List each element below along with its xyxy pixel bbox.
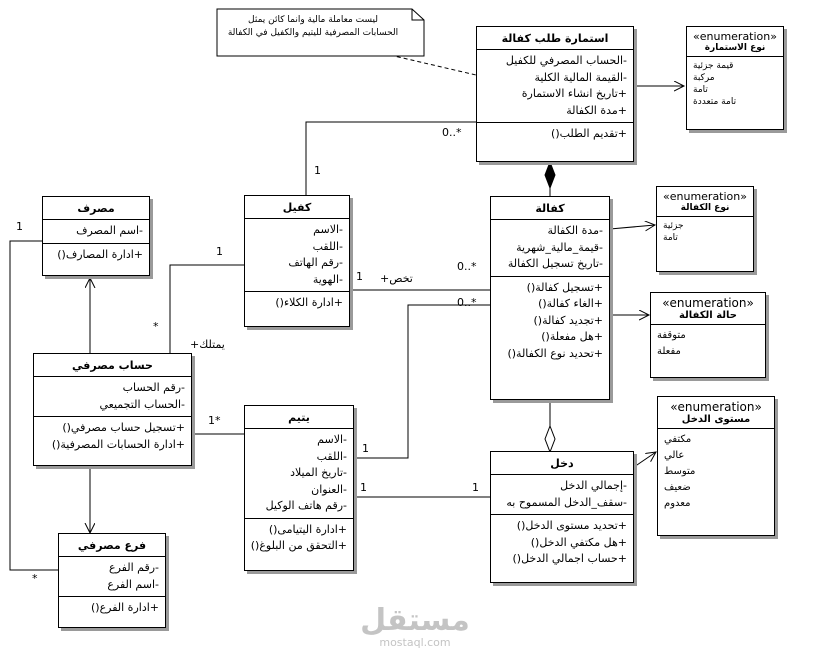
enum-value: متوسط — [664, 466, 696, 477]
attribute: -الاسم — [313, 223, 343, 236]
attribute: -اسم المصرف — [76, 224, 143, 237]
attribute: -اسم الفرع — [107, 577, 159, 591]
enum-stereotype: «enumeration» — [693, 30, 777, 43]
class-operations — [34, 416, 191, 456]
composition-diamond — [545, 162, 555, 188]
multiplicity-label: * — [153, 320, 159, 333]
class-operations — [491, 276, 609, 366]
enum-sponsorship-state[interactable] — [650, 292, 766, 378]
aggregation-diamond — [545, 426, 555, 452]
class-title: دخل — [491, 452, 633, 475]
note-line-2: الحسابات المصرفية لليتيم والكفيل في الكفالة — [227, 28, 399, 38]
enum-name: نوع الاستمارة — [687, 43, 783, 57]
enum-values — [657, 217, 753, 247]
enum-sponsorship-type[interactable] — [656, 186, 754, 272]
enum-stereotype: «enumeration» — [663, 190, 747, 203]
enum-value: تامة — [693, 85, 708, 95]
class-attributes — [491, 475, 633, 514]
multiplicity-label: 1 — [360, 481, 367, 494]
enum-stereotype: «enumeration» — [662, 296, 754, 310]
enum-values — [658, 429, 774, 515]
operation: +ادارة اليتيامى() — [268, 522, 347, 536]
attribute: -رقم الهاتف — [288, 256, 343, 269]
note-line-1: ليست معاملة مالية وانما كائن يمثل — [248, 15, 378, 25]
class-attributes — [245, 219, 349, 291]
attribute: -رقم الفرع — [109, 561, 159, 574]
class-bank[interactable] — [42, 196, 150, 276]
note-anchor-line — [390, 55, 476, 75]
enum-value: تامة متعددة — [693, 97, 737, 107]
multiplicity-label: 1 — [472, 481, 479, 494]
operation: +تحديد نوع الكفالة() — [507, 346, 603, 360]
attribute: -الهوية — [312, 272, 343, 286]
multiplicity-label: 1 — [216, 245, 223, 258]
attribute: -مدة الكفالة — [547, 224, 603, 237]
operation: +ادارة الحسابات المصرفية() — [51, 437, 185, 451]
enum-name: مستوى الدخل — [658, 414, 774, 429]
operation: +الغاء كفالة() — [538, 297, 603, 310]
class-sponsorship[interactable] — [490, 196, 610, 400]
attribute: -العنوان — [311, 482, 347, 496]
class-operations — [477, 122, 633, 146]
enum-value: تامة — [663, 233, 678, 243]
logo-latin: mostaql.com — [379, 636, 451, 649]
attribute: -سقف_الدخل المسموح به — [506, 495, 627, 509]
class-orphan[interactable] — [244, 405, 354, 571]
operation: +ادارة الفرع() — [91, 601, 159, 614]
class-bank-branch[interactable] — [58, 533, 166, 628]
enum-stereotype: «enumeration» — [670, 400, 762, 414]
attribute: -الاسم — [317, 433, 347, 446]
enum-value: متوقفة — [657, 330, 686, 341]
class-title: استمارة طلب كفالة — [477, 27, 633, 50]
operation: +تجديد كفالة() — [533, 313, 603, 327]
class-title: مصرف — [43, 197, 149, 220]
operation: +تحديد مستوى الدخل() — [516, 519, 627, 532]
operation: +حساب اجمالي الدخل() — [512, 552, 627, 565]
operation: +تسجيل كفالة() — [526, 280, 603, 294]
class-operations — [59, 596, 165, 620]
attribute: -القيمة المالية الكلية — [534, 70, 627, 84]
attribute: -تاريخ تسجيل الكفالة — [507, 257, 603, 270]
class-sponsor[interactable] — [244, 195, 350, 327]
class-bank-account[interactable] — [33, 353, 192, 466]
note-text — [218, 14, 408, 40]
multiplicity-label: * — [32, 572, 38, 585]
mostaql-logo — [360, 605, 470, 649]
attribute: -اللقب — [316, 449, 347, 463]
attribute: -الحساب التجميعي — [99, 397, 185, 411]
orphan-sponsorship-association — [354, 305, 490, 458]
attribute: +تاريخ انشاء الاستمارة — [521, 87, 627, 100]
operation: +تسجيل حساب مصرفي() — [62, 421, 185, 434]
multiplicity-label: 1* — [208, 414, 221, 427]
enum-income-level[interactable] — [657, 396, 775, 536]
class-operations — [491, 514, 633, 571]
class-title: يتيم — [245, 406, 353, 429]
attribute: -الحساب المصرفي للكفيل — [505, 54, 627, 67]
enum-value: قيمة جزئية — [693, 61, 734, 71]
class-title: حساب مصرفي — [34, 354, 191, 377]
class-title: كفيل — [245, 196, 349, 219]
attribute: -اللقب — [312, 239, 343, 253]
enum-values — [687, 57, 783, 111]
enum-form-type[interactable] — [686, 26, 784, 130]
class-operations — [245, 518, 353, 558]
class-title: كفالة — [491, 197, 609, 220]
attribute: -رقم هاتف الوكيل — [265, 499, 347, 512]
class-operations — [245, 291, 349, 315]
enum-value: مفعلة — [657, 346, 681, 357]
operation: +تقديم الطلب() — [551, 127, 627, 140]
attribute: -رقم الحساب — [122, 381, 185, 394]
logo-arabic: مستقل — [360, 603, 470, 638]
multiplicity-label: 1 — [16, 220, 23, 233]
operation: +ادارة الكلاء() — [275, 296, 343, 309]
class-attributes — [34, 377, 191, 416]
multiplicity-label: 1 — [356, 270, 363, 283]
class-title: فرع مصرفي — [59, 534, 165, 557]
multiplicity-label: 1 — [314, 164, 321, 177]
multiplicity-label: 0..* — [457, 296, 477, 309]
operation: +التحقق من البلوغ() — [250, 539, 347, 552]
sponsorship-to-type-arrow — [610, 225, 655, 229]
operation: +هل مفعلة() — [541, 330, 603, 343]
attribute: +مدة الكفالة — [566, 103, 627, 117]
enum-value: مكتفي — [664, 434, 692, 445]
income-to-level-arrow — [634, 452, 656, 467]
enum-name: نوع الكفالة — [657, 203, 753, 217]
enum-value: معدوم — [664, 498, 691, 509]
role-label: تخص+ — [380, 272, 413, 285]
attribute: -إجمالي الدخل — [560, 479, 627, 492]
enum-name: حالة الكفالة — [651, 310, 765, 325]
multiplicity-label: 1 — [362, 442, 369, 455]
attribute: -تاريخ الميلاد — [290, 466, 347, 479]
class-attributes — [59, 557, 165, 596]
class-income[interactable] — [490, 451, 634, 583]
class-operations — [43, 243, 149, 267]
role-label: يمتلك+ — [190, 338, 225, 351]
operation: +هل مكتفي الدخل() — [530, 535, 627, 549]
enum-value: ضعيف — [664, 482, 691, 493]
enum-value: مركبة — [693, 73, 715, 83]
enum-values — [651, 325, 765, 363]
class-attributes — [491, 220, 609, 276]
enum-value: عالي — [664, 450, 685, 461]
class-application[interactable] — [476, 26, 634, 162]
operation: +ادارة المصارف() — [57, 247, 143, 261]
multiplicity-label: 0..* — [442, 126, 462, 139]
attribute: -قيمة_مالية_شهرية — [516, 240, 603, 254]
class-attributes — [245, 429, 353, 518]
multiplicity-label: 0..* — [457, 260, 477, 273]
class-attributes — [43, 220, 149, 243]
enum-value: جزئية — [663, 221, 684, 231]
class-attributes — [477, 50, 633, 122]
